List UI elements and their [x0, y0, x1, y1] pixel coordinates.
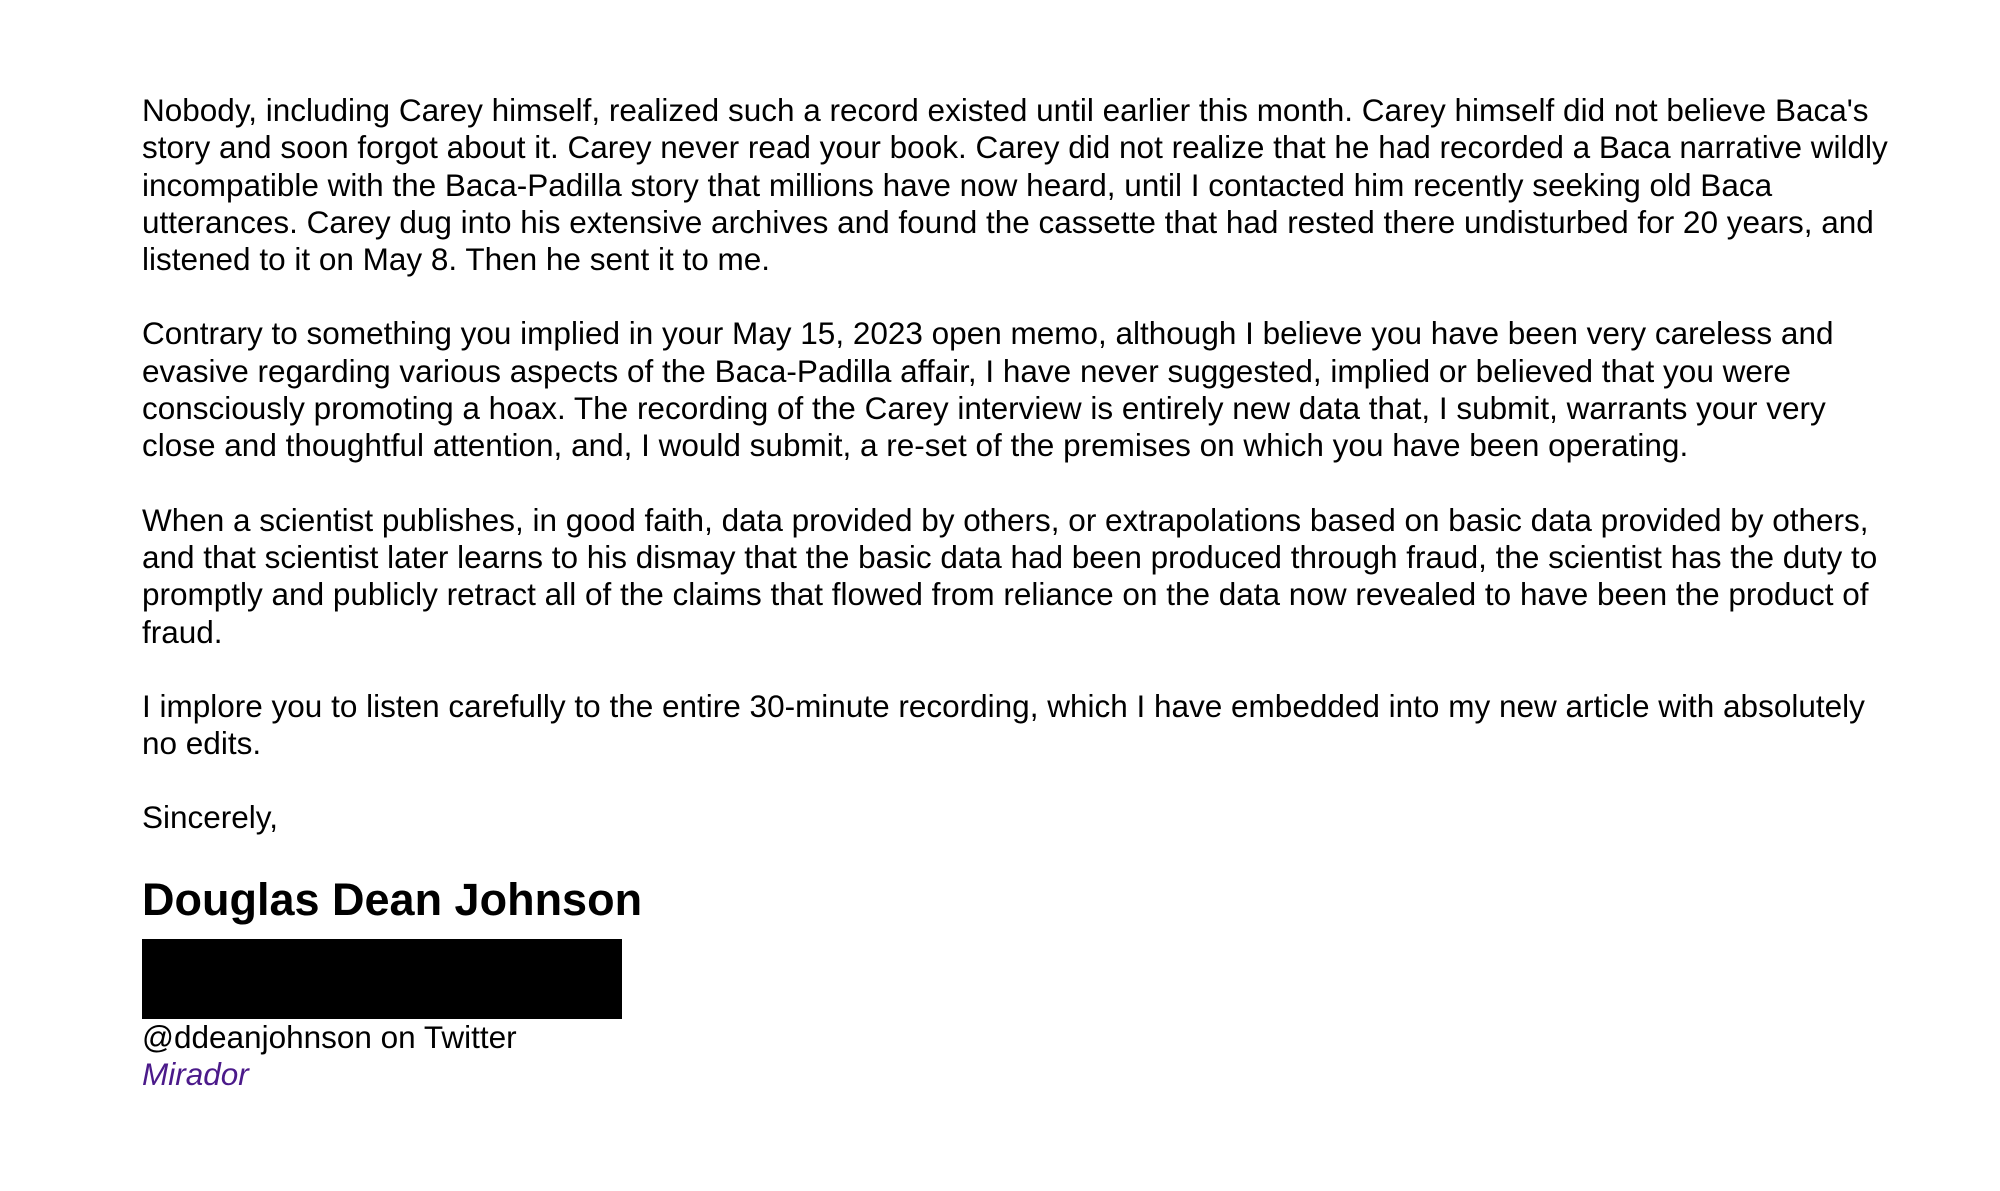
redaction-block — [142, 939, 622, 1019]
letter-paragraph-3: When a scientist publishes, in good faith, data provided by others, or extrapolations based on basic data provided by others, and that scientist later learns to his dismay that the basic data had been produced through fraud, the scientist has the duty to promptly and publicly retract all of the claims that flowed from reliance on the data now revealed to have been the product of fraud. — [142, 501, 1878, 650]
outlet-link[interactable]: Mirador — [142, 1056, 249, 1093]
letter-closing: Sincerely, — [142, 799, 278, 836]
signature-name: Douglas Dean Johnson — [142, 873, 643, 925]
letter-paragraph-4: I implore you to listen carefully to the entire 30-minute recording, which I have embedded into my new article with absolutely no edits. — [142, 687, 1865, 762]
twitter-handle: @ddeanjohnson on Twitter — [142, 1018, 517, 1055]
letter-paragraph-1: Nobody, including Carey himself, realized such a record existed until earlier this month. Carey himself did not believe Baca's story and soon forgot about it. Carey never read your book. Carey did not realize that he had recorded a Baca narrative wildly incompatible with the Baca-Padilla story that millions have now heard, until I contacted him recently seeking old Baca utterances. Carey dug into his extensive archives and found the cassette that had rested there undisturbed for 20 years, and listened to it on May 8. Then he sent it to me. — [142, 92, 1888, 278]
letter-body — [142, 92, 1902, 1093]
letter-paragraph-2: Contrary to something you implied in your May 15, 2023 open memo, although I believe you have been very careless and evasive regarding various aspects of the Baca-Padilla affair, I have never suggested, implied or believed that you were consciously promoting a hoax. The recording of the Carey interview is entirely new data that, I submit, warrants your very close and thoughtful attention, and, I would submit, a re-set of the premises on which you have been operating. — [142, 315, 1834, 464]
